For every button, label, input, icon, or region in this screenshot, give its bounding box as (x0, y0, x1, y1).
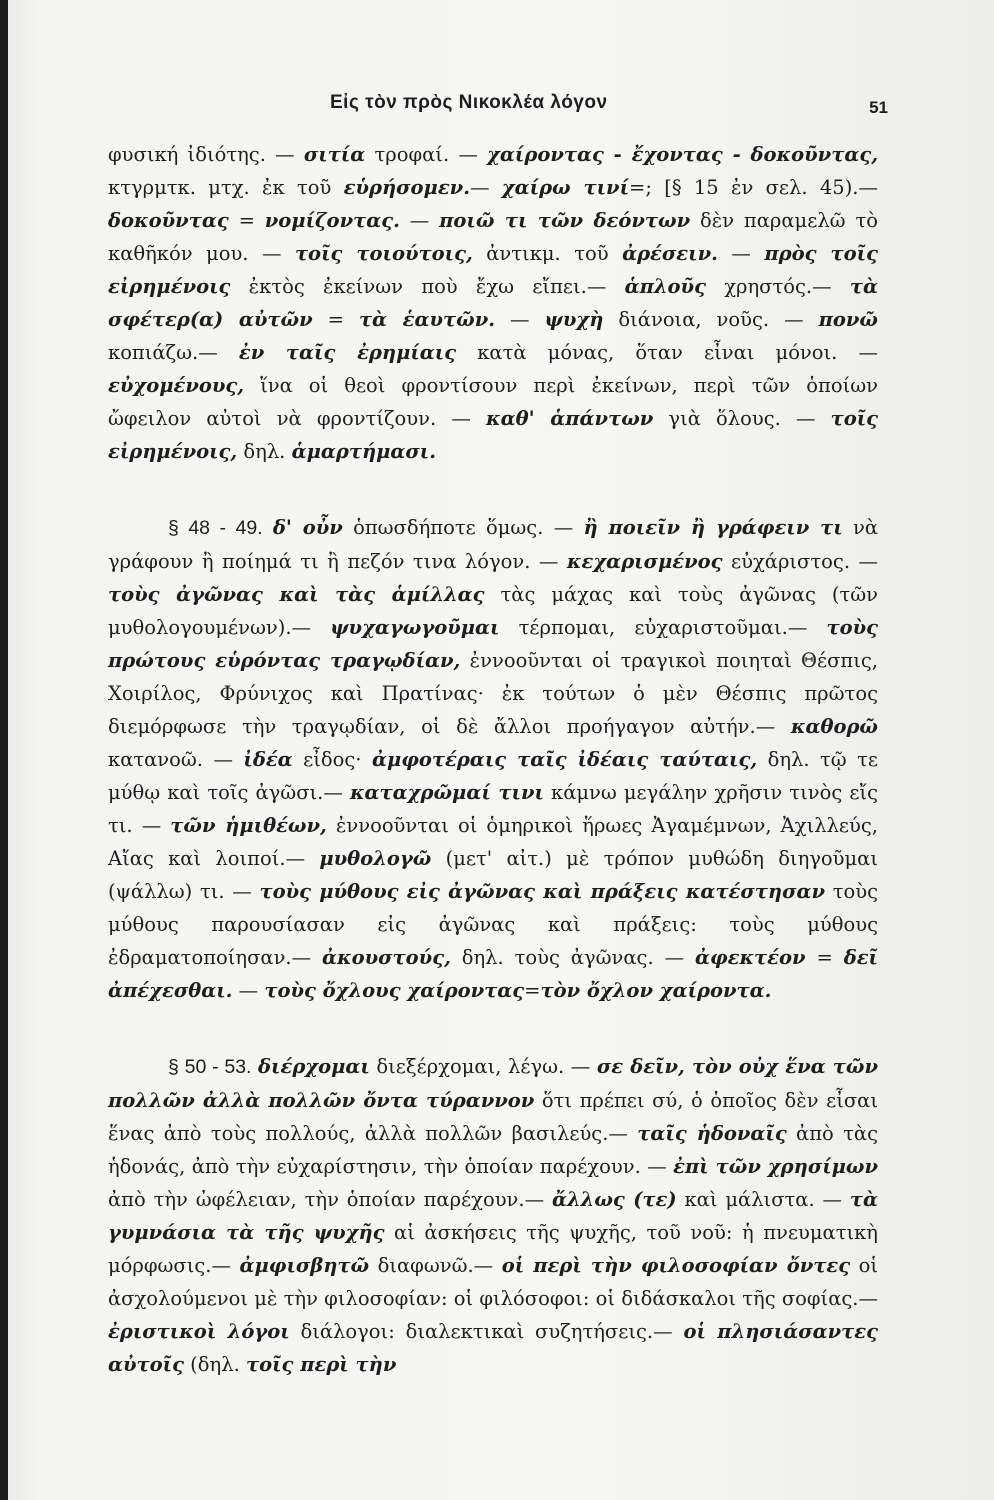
gloss-text: — (470, 176, 502, 199)
lemma-term: διέρχομαι (258, 1055, 370, 1078)
gloss-text: γιὰ ὅλους. — (653, 407, 831, 430)
lemma-term: νομίζοντας. (264, 209, 400, 232)
lemma-term: οἱ πλησιάσαντες αὐτοῖς (108, 1320, 878, 1376)
gloss-text: κτγρμτκ. μτχ. ἐκ τοῦ (108, 176, 344, 199)
lemma-term: οἱ περὶ τὴν φιλοσοφίαν ὄντες (501, 1254, 851, 1277)
lemma-term: χαίρω τινί (501, 176, 630, 199)
gloss-text: διεξέρχομαι, λέγω. — (369, 1055, 597, 1078)
lemma-term: κεχαρισμένος (566, 550, 723, 573)
gloss-text: οἱ ἀσχολούμενοι μὲ τὴν φιλοσοφίαν: οἱ φιλόσοφοι: οἱ διδάσκαλοι τῆς σοφίας.— (108, 1254, 878, 1310)
lemma-term: ἀκουστούς, (322, 946, 451, 969)
lemma-term: πονῶ (818, 308, 878, 331)
gloss-text: φυσική ἰδιότης. — (108, 143, 304, 166)
gloss-text: ἐννοοῦνται οἱ ὁμηρικοὶ ἥρωες Ἀγαμέμνων, Ἀχιλλεύς, Αἴας καὶ λοιποί.— (108, 814, 879, 870)
lemma-term: τὰ γυμνάσια τὰ τῆς ψυχῆς (108, 1188, 879, 1244)
lemma-term: καθορῶ (790, 715, 878, 738)
gloss-text: δηλ. τοὺς ἀγῶνας. — (450, 946, 695, 969)
lemma-term: ἐπὶ τῶν χρησίμων (673, 1155, 878, 1178)
lemma-term: σε δεῖν, τὸν οὐχ ἕνα τῶν πολλῶν ἀλλὰ πολλῶν ὄντα τύραννον (108, 1055, 879, 1112)
gloss-text: δὲν παραμελῶ τὸ καθῆκόν μου. — (108, 209, 878, 265)
lemma-term: ψυχαγωγοῦμαι (330, 616, 500, 639)
page-number: 51 (869, 98, 888, 117)
gloss-text: εἶδος· (292, 748, 372, 771)
gloss-text: διάνοια, νοῦς. — (603, 308, 819, 331)
lemma-term: τοὺς μύθους εἰς ἀγῶνας καὶ πράξεις κατέστησαν (259, 880, 826, 903)
section-number: § 48 - 49. (168, 517, 263, 539)
gloss-text: — (232, 979, 265, 1002)
gloss-text: — (495, 308, 545, 331)
lemma-term: ἁπλοῦς (624, 275, 706, 298)
gloss-text: (δηλ. (183, 1353, 246, 1376)
gloss-text: = (805, 946, 844, 969)
gloss-text: = (312, 308, 359, 331)
lemma-term: εὑρήσομεν. (343, 176, 471, 199)
paragraph-section-50-53 (108, 1050, 878, 1381)
gloss-text: ἀντικμ. τοῦ (472, 242, 623, 265)
lemma-term: ἰδέα (243, 748, 293, 771)
gloss-text: ὁπωσδήποτε ὅμως. — (342, 516, 584, 539)
paragraph-intro (108, 138, 878, 468)
lemma-term: ἀμφισβητῶ (239, 1254, 370, 1277)
lemma-term: δοκοῦντας (108, 209, 229, 232)
commentary-body (108, 138, 878, 1381)
page-shadow-edge (0, 0, 8, 1500)
lemma-term: ἐριστικοὶ λόγοι (108, 1320, 290, 1343)
section-number: § 50 - 53. (168, 1056, 252, 1078)
gloss-text: κατανοῶ. — (108, 748, 244, 771)
lemma-term: ψυχὴ (544, 308, 604, 331)
lemma-term: ταῖς ἡδοναῖς (637, 1122, 787, 1145)
gloss-text: =; [§ 15 ἐν σελ. 45).— (629, 176, 878, 199)
running-head: Εἰς τὸν πρὸς Νικοκλέα λόγον (330, 92, 608, 113)
gloss-text: κατὰ μόνας, ὅταν εἶναι μόνοι. — (456, 341, 878, 364)
gloss-text: δηλ. (237, 440, 292, 463)
gloss-text: διαφωνῶ.— (369, 1254, 502, 1277)
gloss-text: εὐχάριστος. — (722, 550, 878, 573)
lemma-term: εὐχομένους, (108, 374, 245, 397)
gloss-text: τροφαί. — (365, 143, 488, 166)
lemma-term: ποιῶ τι τῶν δεόντων (439, 209, 691, 232)
gloss-text: δηλ. τῷ τε μύθῳ καὶ τοῖς ἀγῶσι.— (108, 748, 879, 804)
lemma-term: τοῖς εἰρημένοις, (108, 407, 879, 463)
lemma-term: χαίροντας - ἔχοντας - δοκοῦντας, (487, 143, 878, 166)
gloss-text: καὶ μάλιστα. — (676, 1188, 850, 1211)
gloss-text: ἀπὸ τὴν ὠφέλειαν, τὴν ὁποίαν παρέχουν.— (108, 1188, 552, 1211)
gloss-text: ὅτι πρέπει σύ, ὁ ὁποῖος δὲν εἶσαι ἕνας ἀπὸ τοὺς πολλούς, ἀλλὰ πολλῶν βασιλεύς.— (108, 1089, 878, 1145)
gloss-text: = (524, 979, 541, 1002)
gloss-text: — (717, 242, 765, 265)
lemma-term: μυθολογῶ (319, 847, 432, 870)
gloss-text: κάμνω μεγάλην χρῆσιν τινὸς εἴς τι. — (108, 781, 878, 837)
paragraph-section-48-49 (108, 511, 878, 1007)
gloss-text: κοπιάζω.— (108, 341, 239, 364)
lemma-term: ἀφεκτέον (694, 946, 806, 969)
lemma-term: καταχρῶμαί τινι (349, 781, 544, 804)
lemma-term: τὸν ὄχλον χαίροντα. (540, 979, 772, 1002)
lemma-term: δεῖ ἀπέχεσθαι. (108, 946, 878, 1002)
lemma-term: ἀμφοτέραις ταῖς ἰδέαις ταύταις, (371, 748, 758, 771)
gloss-text: τοὺς μύθους παρουσίασαν εἰς ἀγῶνας καὶ πράξεις: τοὺς μύθους ἐδραματοποίησαν.— (108, 880, 878, 969)
gloss-text: = (228, 209, 265, 232)
lemma-term: ἢ ποιεῖν ἢ γράφειν τι (583, 516, 843, 539)
lemma-term: σιτία (303, 143, 366, 166)
lemma-term: τοὺς πρώτους εὑρόντας τραγῳδίαν, (108, 616, 878, 672)
gloss-text: νὰ γράφουν ἢ ποίημά τι ἢ πεζόν τινα λόγον. — (108, 516, 878, 573)
lemma-term: καθ' ἁπάντων (485, 407, 654, 430)
gloss-text: διάλογοι: διαλεκτικαὶ συζητήσεις.— (289, 1320, 684, 1343)
lemma-term: τοὺς ἀγῶνας καὶ τὰς ἁμίλλας (108, 583, 485, 606)
lemma-term: τοῖς τοιούτοις, (294, 242, 473, 265)
gloss-text: (μετ' αἰτ.) μὲ τρόπον μυθώδη διηγοῦμαι (ψάλλω) τι. — (108, 847, 878, 903)
gloss-text: ἐννοοῦνται οἱ τραγικοὶ ποιηταὶ Θέσπις, Χοιρίλος, Φρύνιχος καὶ Πρατίνας· ἐκ τούτων ὁ μὲν Θέσπις πρῶτος διεμόρφωσε τὴν τραγῳδίαν, οἱ δὲ ἄλλοι προήγαγον αὐτήν.— (108, 649, 879, 738)
gloss-text: χρηστός.— (705, 275, 850, 298)
lemma-term: τὰ σφέτερ(α) αὐτῶν (108, 275, 878, 331)
gloss-text (263, 516, 273, 539)
lemma-term: ἄλλως (τε) (551, 1188, 677, 1211)
lemma-term: ἀρέσειν. (622, 242, 718, 265)
lemma-term: τοὺς ὄχλους χαίροντας (264, 979, 525, 1002)
gloss-text: — (399, 209, 440, 232)
gloss-text: ἐκτὸς ἐκείνων ποὺ ἔχω εἴπει.— (230, 275, 625, 298)
gloss-text: ἀπὸ τὰς ἡδονάς, ἀπὸ τὴν εὐχαρίστησιν, τὴν ὁποίαν παρέχουν. — (108, 1122, 879, 1178)
gloss-text: τὰς μάχας καὶ τοὺς ἀγῶνας (τῶν μυθολογουμένων).— (108, 583, 878, 639)
gloss-text: τέρπομαι, εὐχαριστοῦμαι.— (499, 616, 827, 639)
lemma-term: ἁμαρτήμασι. (291, 440, 437, 463)
lemma-term: πρὸς τοῖς εἰρημένοις (108, 242, 878, 298)
gloss-text: ἵνα οἱ θεοὶ φροντίσουν περὶ ἐκείνων, περὶ τῶν ὁποίων ὤφειλον αὐτοὶ νὰ φροντίζουν. — (108, 374, 878, 430)
lemma-term: τὰ ἑαυτῶν. (358, 308, 496, 331)
lemma-term: τοῖς περὶ τὴν (245, 1353, 397, 1376)
lemma-term: ἐν ταῖς ἐρημίαις (238, 341, 457, 364)
lemma-term: τῶν ἡμιθέων, (170, 814, 327, 837)
lemma-term: δ' οὖν (272, 516, 343, 539)
gloss-text: αἱ ἀσκήσεις τῆς ψυχῆς, τοῦ νοῦ: ἡ πνευματικὴ μόρφωσις.— (108, 1221, 878, 1277)
